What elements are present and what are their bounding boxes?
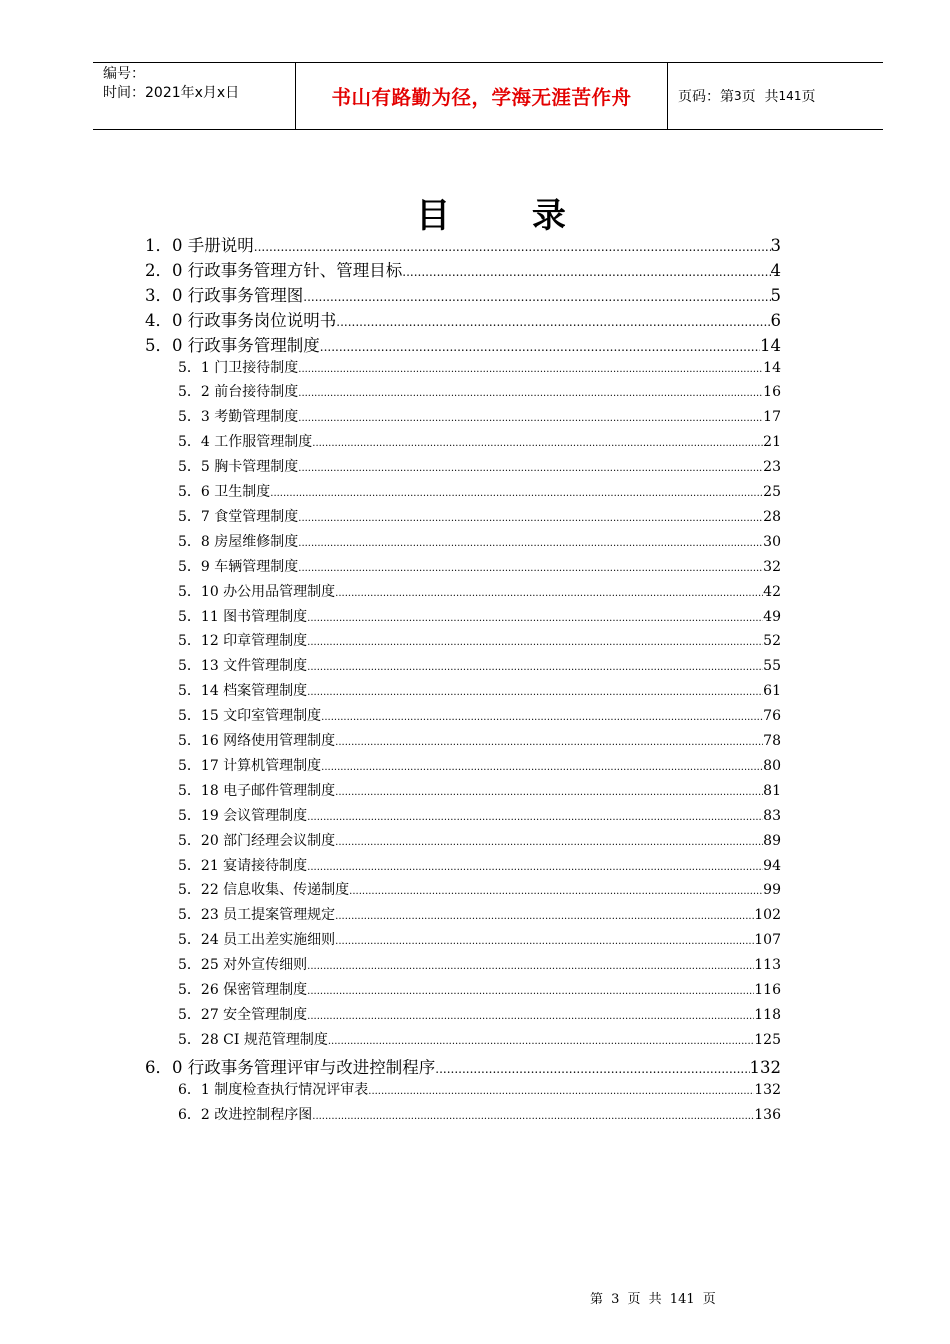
toc-entry-page: 118 (754, 1006, 781, 1023)
page-header (93, 62, 883, 130)
toc-leader-dots (328, 1036, 754, 1047)
toc-entry[interactable] (145, 307, 781, 332)
toc-entry[interactable] (178, 381, 781, 406)
toc-leader-dots (254, 240, 771, 254)
toc-entry[interactable] (145, 232, 781, 257)
toc-leader-dots (298, 413, 763, 424)
toc-entry-label: 5．6 卫生制度 (178, 484, 271, 500)
toc-entry[interactable] (178, 929, 781, 954)
toc-leader-dots (307, 986, 754, 997)
toc-entry[interactable] (145, 1054, 781, 1079)
page-number: 3 (734, 89, 742, 103)
toc-leader-dots (307, 637, 763, 648)
toc-entry-page: 17 (763, 409, 781, 426)
toc-entry[interactable] (178, 730, 781, 755)
toc-entry-label: 5．9 车辆管理制度 (178, 558, 299, 575)
toc-leader-dots (307, 862, 763, 873)
toc-entry-label: 5．1 门卫接待制度 (178, 359, 299, 376)
toc-entry[interactable] (178, 954, 781, 979)
toc-entry[interactable] (178, 456, 781, 481)
toc-entry-label: 5．20 部门经理会议制度 (178, 832, 336, 849)
toc-entry-page: 3 (770, 236, 781, 255)
toc-entry-page: 80 (763, 757, 781, 774)
toc-entry-label: 5．10 办公用品管理制度 (178, 583, 336, 600)
header-left (93, 63, 295, 129)
toc-entry-page: 83 (763, 807, 781, 824)
toc-entry-label: 5．3 考勤管理制度 (178, 409, 299, 426)
toc-entry-label: 6．0 行政事务管理评审与改进控制程序 (145, 1057, 436, 1077)
toc-entry-page: 76 (763, 708, 781, 725)
toc-entry-page: 30 (763, 533, 781, 550)
toc-leader-dots (335, 911, 754, 922)
toc-entry-page: 5 (770, 285, 781, 305)
toc-leader-dots (270, 488, 763, 499)
toc-entry[interactable] (178, 506, 781, 531)
toc-entry-page: 89 (763, 832, 781, 849)
toc-leader-dots (307, 687, 763, 698)
toc-entry-label: 5．28 CI 规范管理制度 (178, 1031, 328, 1048)
toc-entry[interactable] (178, 655, 781, 680)
toc-entry-page: 113 (754, 957, 781, 974)
toc-leader-dots (349, 886, 763, 897)
toc-leader-dots (336, 315, 770, 329)
toc-entry-label: 4．0 行政事务岗位说明书 (145, 310, 337, 330)
toc-leader-dots (307, 1011, 754, 1022)
toc-entry[interactable] (178, 606, 781, 631)
header-motto: 书山有路勤为径，学海无涯苦作舟 (295, 63, 668, 129)
toc-entry-label: 5．25 对外宣传细则 (178, 957, 308, 974)
toc-entry-page: 94 (763, 857, 781, 874)
toc-entry-label: 5．16 网络使用管理制度 (178, 733, 336, 749)
toc-leader-dots (335, 936, 754, 947)
page-mid: 页 共 (741, 89, 779, 105)
toc-entry-label: 5．5 胸卡管理制度 (178, 459, 299, 476)
toc-entry-page: 28 (763, 508, 781, 525)
page-footer: 第 3 页 共 141 页 (590, 1292, 716, 1307)
toc-entry-page: 25 (763, 484, 781, 500)
toc-entry-label: 5．14 档案管理制度 (178, 683, 308, 700)
toc-entry-page: 14 (763, 359, 781, 376)
toc-entry[interactable] (178, 1029, 781, 1054)
toc-entry-page: 23 (763, 459, 781, 476)
toc-entry-label: 2．0 行政事务管理方针、管理目标 (145, 260, 403, 280)
toc-entry[interactable] (178, 556, 781, 581)
toc-entry[interactable] (178, 979, 781, 1004)
toc-entry-label: 5．24 员工出差实施细则 (178, 932, 336, 949)
toc-entry[interactable] (178, 357, 781, 382)
toc-entry-page: 136 (754, 1106, 781, 1123)
toc-entry[interactable] (178, 830, 781, 855)
toc-entry[interactable] (178, 630, 781, 655)
page-suffix: 页 (801, 89, 816, 105)
toc-entry-page: 107 (754, 932, 781, 949)
toc-entry-page: 116 (754, 982, 781, 998)
toc-leader-dots (321, 712, 763, 723)
toc-entry[interactable] (178, 1104, 781, 1129)
toc-entry[interactable] (178, 805, 781, 830)
toc-entry-label: 5．18 电子邮件管理制度 (178, 782, 336, 799)
toc-entry-label: 5．15 文印室管理制度 (178, 708, 322, 725)
page-title: 目 录 (416, 196, 566, 236)
toc-entry[interactable] (178, 406, 781, 431)
toc-entry-label: 5．4 工作服管理制度 (178, 434, 313, 451)
header-page-info (668, 63, 883, 129)
toc-entry[interactable] (178, 431, 781, 456)
toc-leader-dots (320, 340, 760, 354)
page-total: 141 (778, 89, 802, 103)
toc-leader-dots (298, 538, 763, 549)
toc-entry-page: 102 (754, 907, 781, 924)
document-time-label: 时间：2021年x月x日 (103, 85, 240, 101)
toc-entry[interactable] (178, 581, 781, 606)
toc-entry-label: 5．12 印章管理制度 (178, 633, 308, 650)
toc-leader-dots (298, 513, 763, 524)
toc-leader-dots (402, 265, 770, 279)
toc-entry-label: 5．21 宴请接待制度 (178, 857, 308, 874)
toc-leader-dots (335, 787, 763, 798)
toc-leader-dots (307, 961, 754, 972)
toc-entry-label: 3．0 行政事务管理图 (145, 285, 304, 305)
toc-entry-label: 5．23 员工提案管理规定 (178, 907, 336, 924)
toc-entry-page: 55 (763, 658, 781, 675)
toc-leader-dots (312, 438, 763, 449)
toc-entry-page: 6 (770, 310, 781, 330)
toc-leader-dots (298, 463, 763, 474)
toc-entry[interactable] (178, 1079, 781, 1104)
toc-entry[interactable] (178, 705, 781, 730)
toc-entry[interactable] (178, 531, 781, 556)
toc-entry[interactable] (178, 879, 781, 904)
toc-leader-dots (335, 588, 763, 599)
toc-leader-dots (307, 613, 763, 624)
toc-entry-page: 132 (754, 1081, 781, 1098)
toc-entry[interactable] (178, 755, 781, 780)
toc-entry-page: 132 (749, 1057, 781, 1077)
toc-leader-dots (335, 837, 763, 848)
toc-entry-page: 99 (763, 882, 781, 899)
toc-entry[interactable] (145, 332, 781, 357)
toc-leader-dots (368, 1086, 754, 1097)
toc-entry[interactable] (145, 257, 781, 282)
toc-entry-page: 21 (763, 434, 781, 451)
toc-entry-page: 52 (763, 633, 781, 650)
toc-leader-dots (307, 812, 763, 823)
toc-leader-dots (298, 388, 763, 399)
toc-entry-page: 14 (760, 335, 781, 355)
toc-entry[interactable] (178, 1004, 781, 1029)
toc-entry-page: 125 (754, 1031, 781, 1048)
toc-entry-label: 5．8 房屋维修制度 (178, 533, 299, 550)
toc-entry-label: 5．0 行政事务管理制度 (145, 335, 320, 355)
toc-entry[interactable] (178, 680, 781, 705)
toc-entry[interactable] (178, 904, 781, 929)
toc-entry-label: 6．2 改进控制程序图 (178, 1106, 313, 1123)
toc-entry-label: 1．0 手册说明 (145, 236, 254, 255)
toc-entry[interactable] (178, 855, 781, 880)
toc-entry-page: 16 (763, 384, 781, 401)
toc-entry[interactable] (178, 481, 781, 506)
document-number-label: 编号： (103, 66, 145, 82)
toc-entry-label: 5．13 文件管理制度 (178, 658, 308, 675)
toc-entry-page: 78 (763, 733, 781, 749)
toc-entry-label: 5．27 安全管理制度 (178, 1006, 308, 1023)
toc-entry-label: 5．22 信息收集、传递制度 (178, 882, 350, 899)
toc-entry-page: 42 (763, 583, 781, 600)
page-prefix: 页码：第 (678, 89, 734, 105)
toc-entry-label: 5．19 会议管理制度 (178, 807, 308, 824)
toc-leader-dots (312, 1111, 754, 1122)
toc-leader-dots (298, 563, 763, 574)
toc-entry-label: 6．1 制度检查执行情况评审表 (178, 1081, 369, 1098)
toc-entry-page: 61 (763, 683, 781, 700)
toc-entry-page: 32 (763, 558, 781, 575)
toc-entry-label: 5．17 计算机管理制度 (178, 757, 322, 774)
toc-entry[interactable] (145, 282, 781, 307)
toc-leader-dots (303, 290, 770, 304)
toc-entry-label: 5．2 前台接待制度 (178, 384, 299, 401)
toc-entry-label: 5．11 图书管理制度 (178, 608, 308, 625)
toc-leader-dots (321, 762, 763, 773)
toc-entry-label: 5．7 食堂管理制度 (178, 508, 299, 525)
toc-entry[interactable] (178, 780, 781, 805)
toc-entry-page: 49 (763, 608, 781, 625)
toc-entry-page: 4 (770, 260, 781, 280)
toc-leader-dots (335, 737, 763, 748)
toc-entry-label: 5．26 保密管理制度 (178, 982, 308, 998)
toc-leader-dots (298, 364, 763, 375)
toc-leader-dots (435, 1062, 749, 1076)
toc-entry-page: 81 (763, 782, 781, 799)
toc-leader-dots (307, 662, 763, 673)
